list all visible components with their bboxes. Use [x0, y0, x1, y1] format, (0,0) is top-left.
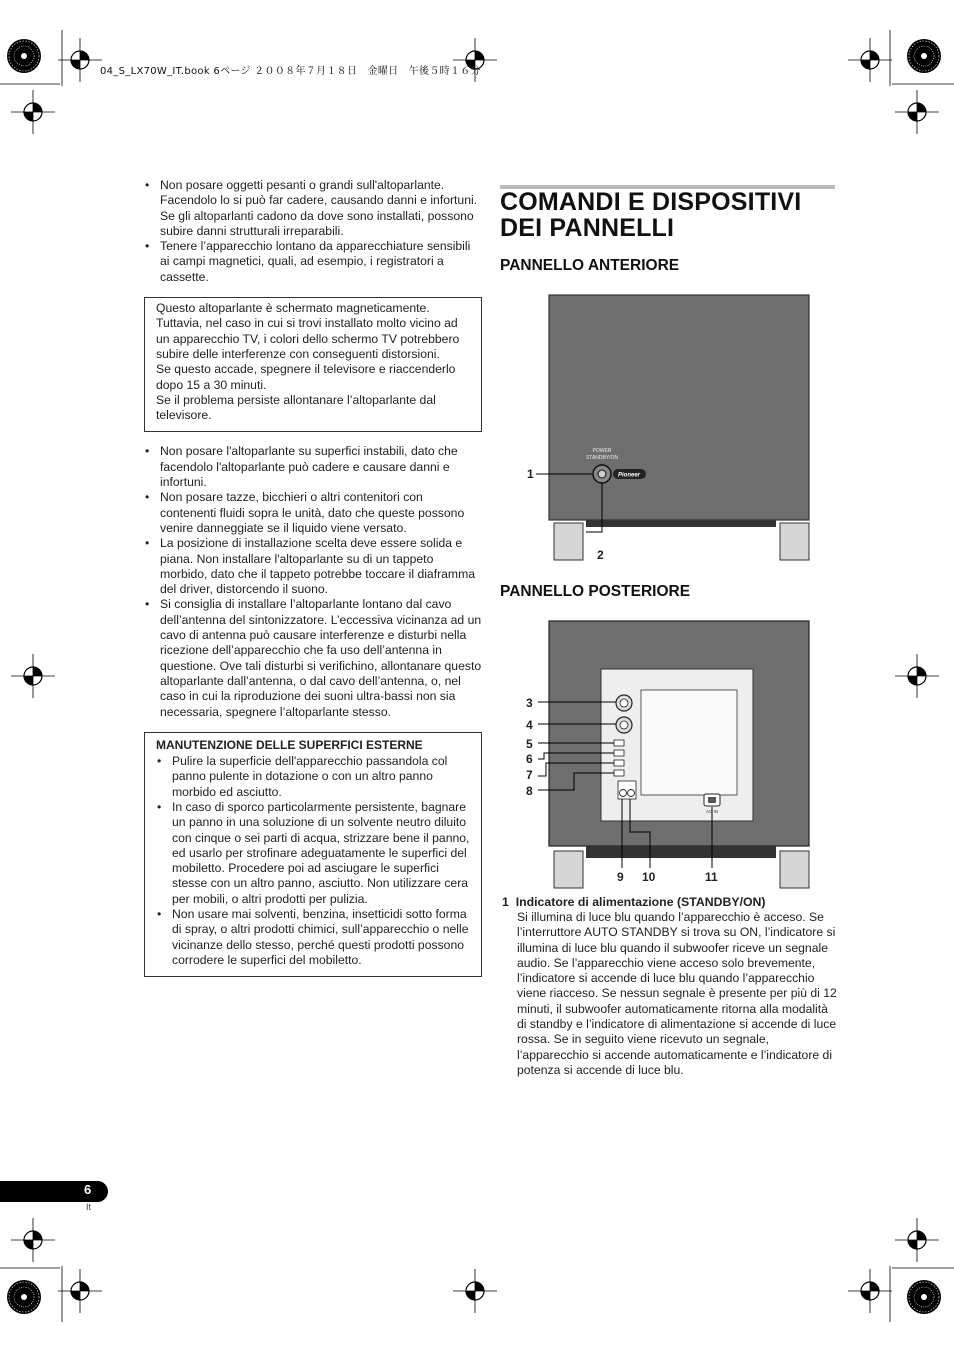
list-item: • Non posare tazze, bicchieri o altri contenitori con contenenti fluidi sopra le unità, dato che queste possono venire danneggiate se il liquido viene versato.	[144, 490, 482, 536]
list-item: • Non posare l'altoparlante su superfici instabili, dato che facendolo l'altoparlante può cadere e causare danni e infortuni.	[144, 444, 482, 490]
rear-panel-heading: PANNELLO POSTERIORE	[500, 583, 691, 600]
power-label-2: STANDBY/ON	[585, 455, 619, 461]
notice-paragraph: Questo altoparlante è schermato magneticamente. Tuttavia, nel caso in cui si trovi installato molto vicino ad un apparecchio TV, i colori dello schermo TV potrebbero subire delle interferenze con conseguenti distorsioni.	[156, 301, 460, 361]
page-title-line-1: COMANDI E DISPOSITIVI	[500, 188, 802, 216]
notice-paragraph: Se il problema persiste allontanare l’altoparlante dal televisore.	[156, 392, 436, 423]
item-1-body: Si illumina di luce blu quando l’apparecchio è acceso. Se l’interruttore AUTO STANDBY si trova su ON, l’indicatore si illumina di luce blu quando il subwoofer riceve un segnale audio. Se l’apparecchio viene acceso solo brevemente, l’indicatore si accende di luce blu quando l’apparecchio viene riacceso. Se nessun segnale è presente per più di 12 minuti, il subwoofer automaticamente ritorna alla modalità di standby e l’indicatore di alimentazione si accende di luce rossa. Se in seguito viene ricevuto un segnale, l’apparecchio si accende automaticamente e l’indicatore di potenza si accende di luce blu.	[517, 910, 837, 1077]
page-title-line-2: DEI PANNELLI	[500, 214, 675, 242]
page-language: It	[86, 1202, 92, 1212]
rear-callout-10: 10	[642, 870, 656, 884]
rear-callout-8: 8	[526, 784, 533, 798]
precautions-list-top	[144, 178, 482, 285]
rear-callout-5: 5	[526, 737, 533, 751]
maintenance-box	[144, 732, 482, 977]
maintenance-list	[156, 754, 471, 968]
switch-7[interactable]	[614, 760, 624, 766]
rear-callout-9: 9	[617, 870, 624, 884]
precautions-list-mid	[144, 444, 482, 719]
front-callout-2: 2	[597, 548, 604, 562]
rear-callout-11: 11	[705, 870, 718, 884]
list-item: • Non usare mai solventi, benzina, insetticidi sotto forma di spray, o altri prodotti chimici, sull’apparecchio o nelle vicinanze dello stesso, perché questi prodotti possono corrodere le superfici del mobiletto.	[156, 907, 471, 968]
page-title	[500, 189, 840, 241]
brand-logo: Pioneer	[617, 472, 641, 479]
power-indicator-icon	[598, 470, 606, 478]
item-1-title-text: Indicatore di alimentazione (STANDBY/ON)	[515, 895, 766, 909]
front-callout-1: 1	[527, 467, 534, 481]
notice-paragraph: Se questo accade, spegnere il televisore e riaccenderlo dopo 15 a 30 minuti.	[156, 362, 456, 392]
front-panel-illustration	[500, 292, 820, 564]
ac-in-label: AC IN	[705, 809, 719, 814]
item-1-title	[502, 895, 766, 909]
list-item: • Pulire la superficie dell'apparecchio passandola col panno pulente in dotazione o con un altro panno morbido ed asciutto.	[156, 754, 471, 800]
file-info-header: 04_S_LX70W_IT.book 6ページ ２００８年７月１８日 金曜日 午後５時１６分	[100, 66, 481, 77]
list-item: • Si consiglia di installare l’altoparlante lontano dal cavo dell’antenna del sintonizzatore. L’eccessiva vicinanza ad un cavo di antenna può causare interferenze e disturbi nella ricezione dell’apparecchio che fa uso dell’antenna in questione. Ove tali disturbi si verifichino, allontanare questo altoparlante dall’antenna, o dal cavo dell’antenna, o, nel caso in cui la riproduzione dei suoni ultra-bassi non sia necessaria, spegnere l’altoparlante stesso.	[144, 597, 482, 719]
switch-6[interactable]	[614, 750, 624, 756]
rear-callout-4: 4	[526, 718, 533, 732]
page-number: 6	[84, 1182, 92, 1197]
list-item: • Non posare oggetti pesanti o grandi sull'altoparlante. Facendolo lo si può far cadere, causando danni e infortuni. Se gli altoparlanti cadono da dove sono installati, possono subire danni strutturali irreparabili.	[144, 178, 482, 239]
list-item: • Tenere l’apparecchio lontano da apparecchiature sensibili ai campi magnetici, quali, ad esempio, i registratori a cassette.	[144, 239, 482, 285]
front-panel-heading: PANNELLO ANTERIORE	[500, 257, 680, 274]
rear-panel-illustration	[500, 618, 820, 890]
switch-8[interactable]	[614, 770, 624, 776]
power-label-1: POWER	[592, 448, 612, 454]
item-1-number: 1	[502, 895, 509, 909]
rear-callout-6: 6	[526, 752, 533, 766]
switch-5[interactable]	[614, 740, 624, 746]
rear-callout-7: 7	[526, 768, 533, 782]
list-item: • La posizione di installazione scelta deve essere solida e piana. Non installare l'altoparlante su di un tappeto morbido, dato che il tappeto potrebbe toccare il diaframma del driver, distorcendo il suono.	[144, 536, 482, 597]
magnetic-shield-notice	[144, 297, 482, 432]
list-item: • In caso di sporco particolarmente persistente, bagnare un panno in una soluzione di un solvente neutro diluito con cinque o sei parti di acqua, strizzare bene il panno, ed usarlo per strofinare adeguatamente le superfici del mobiletto. Procedere poi ad asciugare le superfici stesse con un altro panno, asciutto. Non utilizzare cera per mobili, o altri prodotti per pulizia.	[156, 800, 471, 907]
left-column	[144, 178, 482, 989]
maintenance-title: MANUTENZIONE DELLE SUPERFICI ESTERNE	[156, 737, 423, 752]
rear-callout-3: 3	[526, 696, 533, 710]
page-number-tab	[0, 1181, 108, 1202]
